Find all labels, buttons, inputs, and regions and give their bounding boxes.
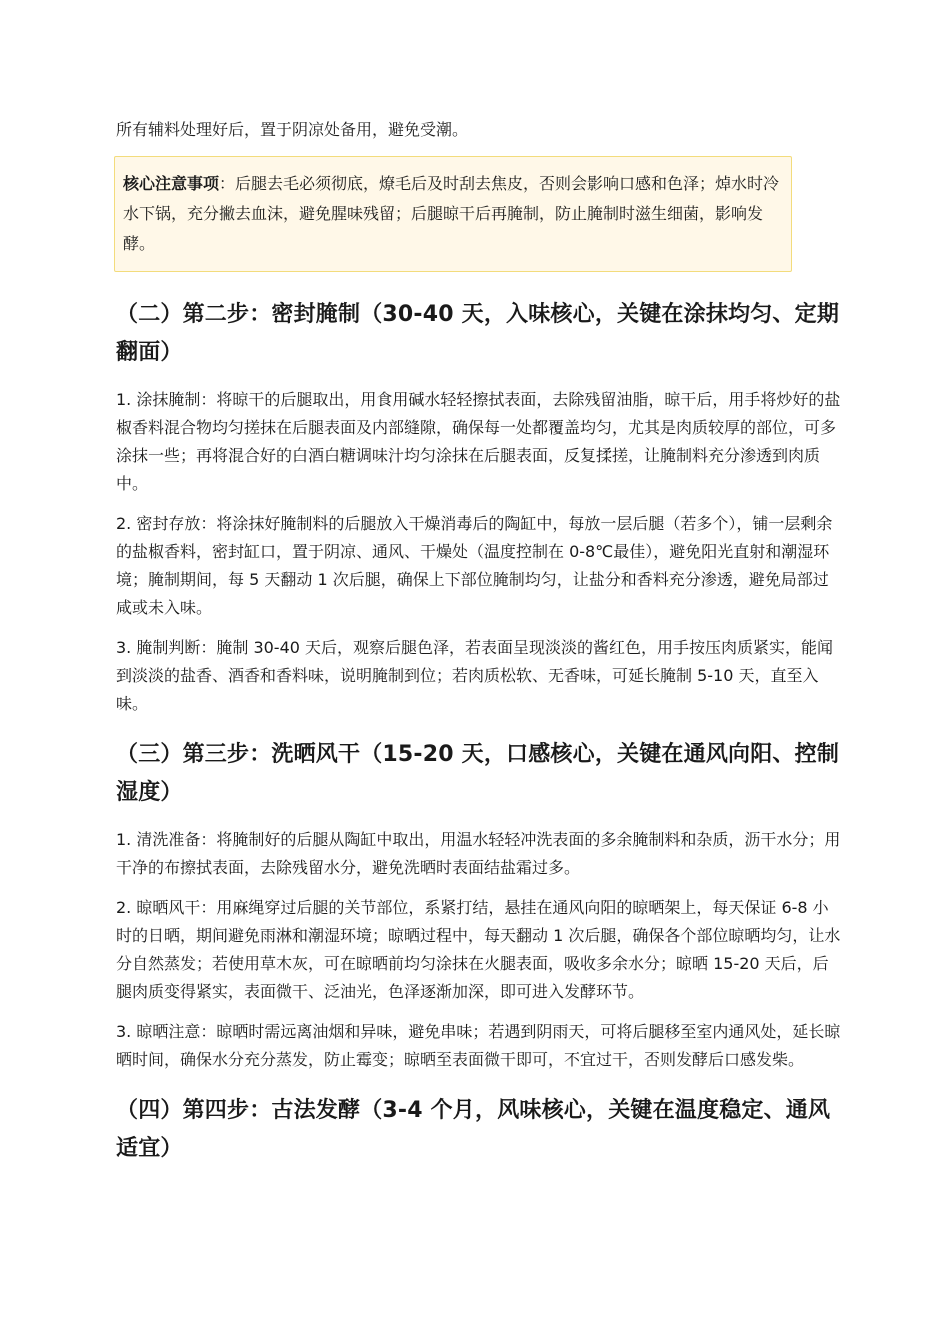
step-paragraph: 1. 涂抹腌制：将晾干的后腿取出，用食用碱水轻轻擦拭表面，去除残留油脂，晾干后，用手将炒好的盐椒香料混合物均匀搓抹在后腿表面及内部缝隙，确保每一处都覆盖均匀，尤其是肉质较厚的部位，可多涂抹一些；再将混合好的白酒白糖调味汁均匀涂抹在后腿表面，反复揉搓，让腌制料充分渗透到肉质中。	[116, 390, 841, 493]
step-paragraph: 2. 密封存放：将涂抹好腌制料的后腿放入干燥消毒后的陶缸中，每放一层后腿（若多个），铺一层剩余的盐椒香料，密封缸口，置于阴凉、通风、干燥处（温度控制在 0-8℃最佳），避免阳光直射和潮湿环境；腌制期间，每 5 天翻动 1 次后腿，确保上下部位腌制均匀，让盐分和香料充分渗透，避免局部过咸或未入味。	[116, 514, 833, 617]
document-page	[116, 116, 844, 1186]
section-heading: （三）第三步：洗晒风干（15-20 天，口感核心，关键在通风向阳、控制湿度）	[116, 742, 840, 805]
core-notice-text: ：后腿去毛必须彻底，燎毛后及时刮去焦皮，否则会影响口感和色泽；焯水时冷水下锅，充分撇去血沫，避免腥味残留；后腿晾干后再腌制，防止腌制时滋生细菌，影响发酵。	[123, 174, 780, 253]
step-paragraph: 3. 腌制判断：腌制 30-40 天后，观察后腿色泽，若表面呈现淡淡的酱红色，用手按压肉质紧实，能闻到淡淡的盐香、酒香和香料味，说明腌制到位；若肉质松软、无香味，可延长腌制 5-10 天，直至入味。	[116, 638, 834, 713]
section-step-3	[116, 736, 844, 1074]
core-notice-label: 核心注意事项	[123, 174, 220, 193]
core-notice-box	[114, 156, 792, 272]
step-paragraph: 2. 晾晒风干：用麻绳穿过后腿的关节部位，系紧打结，悬挂在通风向阳的晾晒架上，每天保证 6-8 小时的日晒，期间避免雨淋和潮湿环境；晾晒过程中，每天翻动 1 次后腿，确保各个部位晾晒均匀，让水分自然蒸发；若使用草木灰，可在晾晒前均匀涂抹在火腿表面，吸收多余水分；晾晒 15-20 天后，后腿肉质变得紧实，表面微干、泛油光，色泽逐渐加深，即可进入发酵环节。	[116, 898, 841, 1001]
step-paragraph: 1. 清洗准备：将腌制好的后腿从陶缸中取出，用温水轻轻冲洗表面的多余腌制料和杂质，沥干水分；用干净的布擦拭表面，去除残留水分，避免洗晒时表面结盐霜过多。	[116, 830, 841, 877]
section-heading: （四）第四步：古法发酵（3-4 个月，风味核心，关键在温度稳定、通风适宜）	[116, 1098, 831, 1161]
section-heading: （二）第二步：密封腌制（30-40 天，入味核心，关键在涂抹均匀、定期翻面）	[116, 302, 840, 365]
intro-paragraph: 所有辅料处理好后，置于阴凉处备用，避免受潮。	[116, 120, 469, 139]
section-step-4	[116, 1092, 844, 1168]
step-paragraph: 3. 晾晒注意：晾晒时需远离油烟和异味，避免串味；若遇到阴雨天，可将后腿移至室内通风处，延长晾晒时间，确保水分充分蒸发，防止霉变；晾晒至表面微干即可，不宜过干，否则发酵后口感发柴。	[116, 1022, 841, 1069]
section-step-2	[116, 296, 844, 718]
